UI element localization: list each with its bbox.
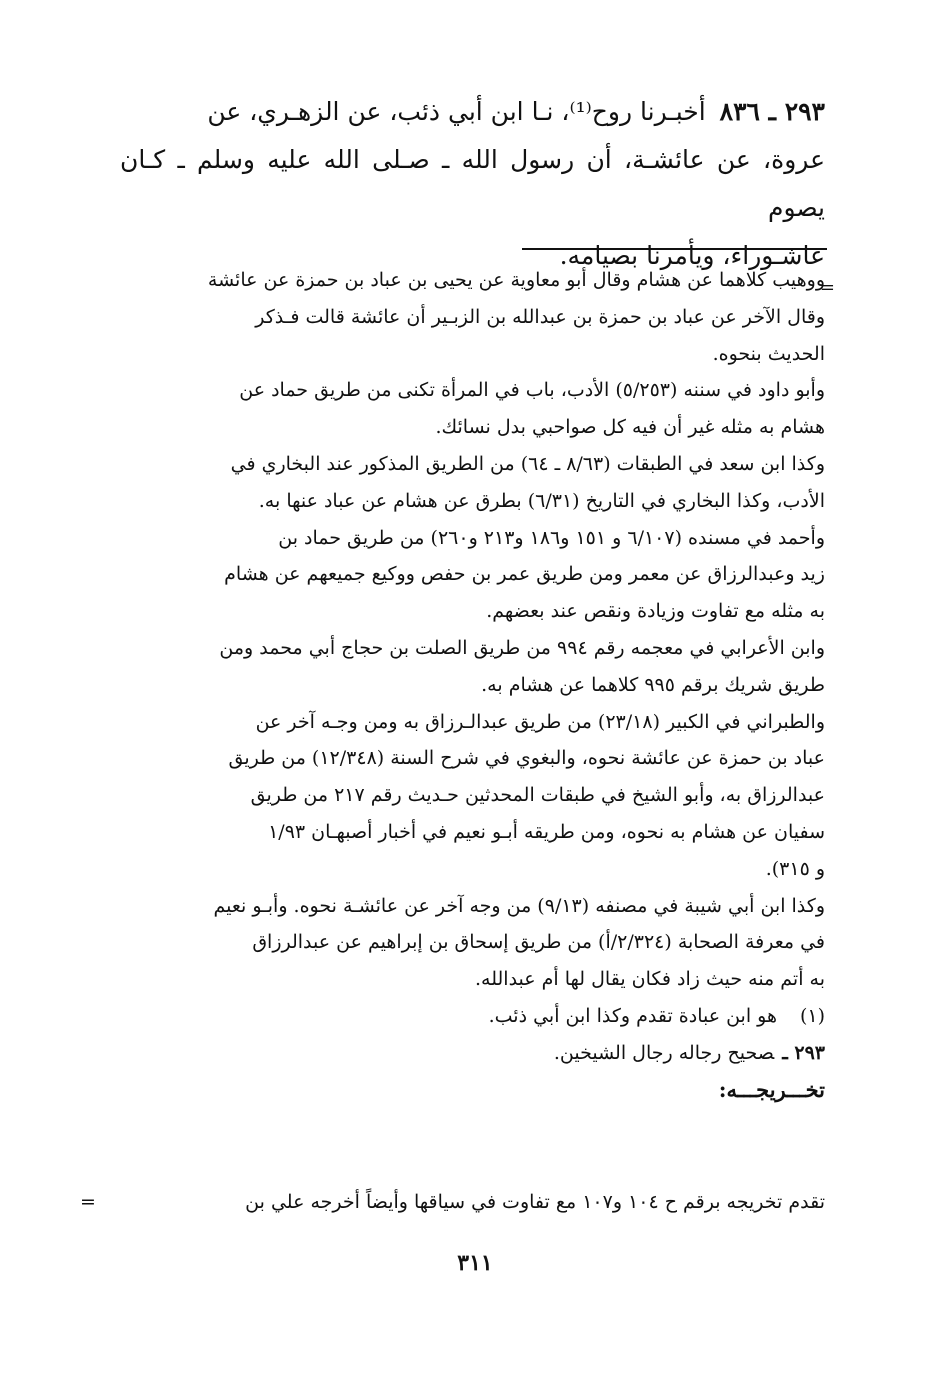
takhrij-text (80, 1184, 825, 1220)
footnote-line: الحديث بنحوه. (712, 342, 825, 365)
footnote-line: عبدالرزاق به، وأبو الشيخ في طبقات المحدثين حـديث رقم ٢١٧ من طريق (250, 784, 825, 807)
footnote-line: زيد وعبدالرزاق عن معمر ومن طريق عمر بن حفص ووكيع جميعهم عن هشام (224, 563, 825, 586)
footnote-line: ووهيب كلاهما عن هشام وقال أبو معاوية عن يحيى بن عباد بن حمزة عن عائشة (207, 269, 825, 291)
footnote-line: عباد بن حمزة عن عائشة نحوه، والبغوي في شرح السنة (١٢/٣٤٨) من طريق (228, 747, 825, 770)
footnote-line: به أتم منه حيث زاد فكان يقال لها أم عبدالله. (474, 968, 825, 991)
footnote-line: وكذا ابن سعد في الطبقات (٨/٦٣ ـ ٦٤) من الطريق المذكور عند البخاري في (230, 452, 825, 475)
footnote-line: سفيان عن هشام به نحوه، ومن طريقه أبـو نعيم في أخبار أصبهـان ١/٩٣ (268, 820, 825, 843)
footnote-line: وأبو داود في سننه (٥/٢٥٣) الأدب، باب في المرأة تكنى من طريق حماد عن (239, 379, 825, 402)
continuation-mark: = (819, 277, 835, 298)
hadith-line-2: عروة، عن عائشـة، أن رسول الله ـ صـلى الله عليه وسلم ـ كـان يصوم (120, 145, 825, 222)
hadith-text (120, 88, 825, 280)
footnote-1 (120, 998, 825, 1035)
footnote-line: و ٣١٥). (765, 857, 825, 880)
footnote-line: هشام به مثله غير أن فيه كل صواحبي بدل نسائك. (435, 416, 825, 439)
hadith-line-1-text: أخبـرنا روح⁽¹⁾، نـا ابن أبي ذئب، عن الزهـري، عن (207, 97, 706, 126)
takhrij-heading: تخـــريجـــه: (718, 1076, 825, 1102)
footnote-line: والطبراني في الكبير (٢٣/١٨) من طريق عبدالـرزاق به ومن وجـه آخر عن (255, 710, 825, 733)
footnote-1-marker: (١) (799, 1004, 825, 1027)
footnote-line: وأحمد في مسنده (٦/١٠٧ و ١٥١ و١٨٦ و٢١٣ و٢٦٠) من طريق حماد بن (278, 526, 825, 549)
page-number: ٣١١ (457, 1250, 493, 1276)
grade-line (120, 1035, 825, 1072)
footnote-separator (522, 248, 827, 250)
trailing-continuation-mark: = (80, 1191, 96, 1213)
footnotes-block (120, 262, 835, 1108)
footnote-line: به مثله مع تفاوت وزيادة ونقص عند بعضهم. (486, 600, 825, 623)
grade-text: صحيح رجاله رجال الشيخين. (553, 1041, 775, 1064)
footnote-line: طريق شريك برقم ٩٩٥ كلاهما عن هشام به. (481, 673, 825, 696)
footnote-1-text: هو ابن عبادة تقدم وكذا ابن أبي ذئب. (488, 1004, 777, 1027)
footnote-line: في معرفة الصحابة (٢/٣٢٤/أ) من طريق إسحاق بن إبراهيم عن عبدالرزاق (252, 931, 825, 954)
hadith-line-3: عاشـوراء، ويأمرنا بصيامه. (559, 241, 825, 270)
footnote-line: وابن الأعرابي في معجمه رقم ٩٩٤ من طريق الصلت بن حجاج أبي محمد ومن (219, 636, 825, 659)
footnote-line: وكذا ابن أبي شيبة في مصنفه (٩/١٣) من وجه آخر عن عائشـة نحوه. وأبـو نعيم (213, 894, 825, 917)
takhrij-line: تقدم تخريجه برقم ح ١٠٤ و١٠٧ مع تفاوت في سياقها وأيضاً أخرجه علي بن (245, 1191, 825, 1213)
grade-number: ٢٩٣ ـ (782, 1041, 825, 1064)
footnote-line: وقال الآخر عن عباد بن حمزة بن عبدالله بن الزبـير أن عائشة قالت فـذكر (255, 305, 825, 328)
footnote-line: الأدب، وكذا البخاري في التاريخ (٦/٣١) بطرق عن هشام عن عباد عنها به. (258, 489, 825, 512)
hadith-line-1 (120, 88, 825, 136)
hadith-number: ٢٩٣ ـ ٨٣٦ (719, 97, 825, 126)
